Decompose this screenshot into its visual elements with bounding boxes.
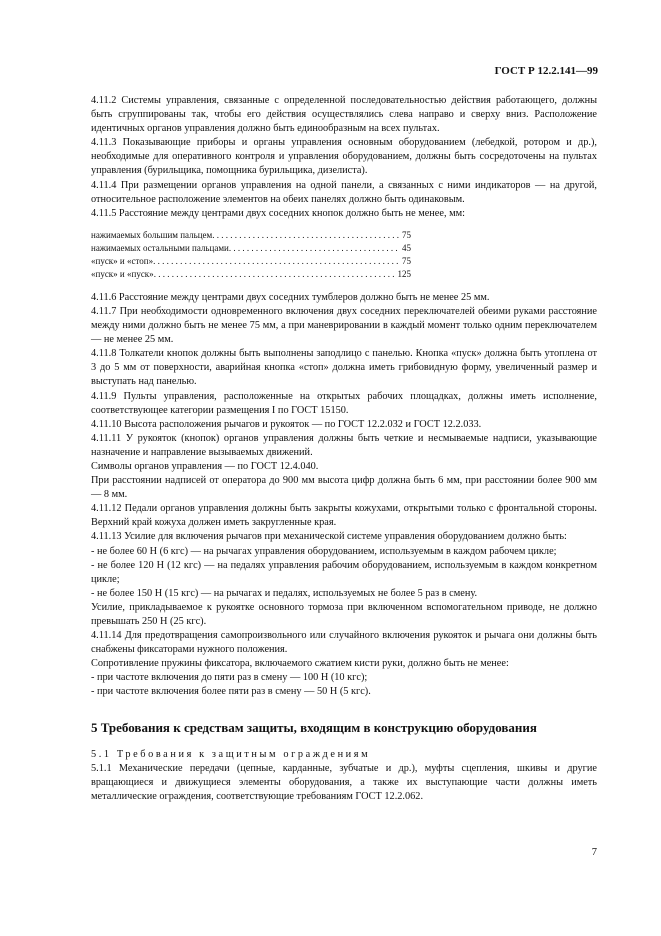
paragraph-4-11-4: 4.11.4 При размещении органов управления на одной панели, а связанных с ними индикаторов — на другой, относительное расположение элементов на обеих панелях должно быть одинаковым. — [91, 179, 597, 205]
list-item-force-120: - не более 120 Н (12 кгс) — на педалях управления рабочим оборудованием, используемым в каждом конкретном цикле; — [91, 559, 597, 585]
list-item-value: 45 — [402, 242, 411, 253]
list-item — [91, 255, 411, 268]
list-item — [91, 268, 411, 281]
document-body — [91, 94, 597, 804]
list-item-label: нажимаемых остальными пальцами — [91, 242, 229, 253]
list-item-label: «пуск» и «стоп» — [91, 255, 154, 266]
paragraph-4-11-12: 4.11.12 Педали органов управления должны быть закрыты кожухами, открытыми только с фронтальной стороны. Верхний край кожуха должен иметь закругленные края. — [91, 503, 597, 529]
paragraph-4-11-9: 4.11.9 Пульты управления, расположенные на открытых рабочих площадках, должны иметь исполнение, соответствующее категории размещения I по ГОСТ 15150. — [91, 390, 597, 416]
leader-dots — [212, 229, 400, 242]
paragraph-brake-force: Усилие, прикладываемое к рукоятке основного тормоза при включенном вспомогательном приводе, не должно превышать 250 Н (25 кгс). — [91, 601, 597, 627]
list-item-value: 125 — [397, 268, 411, 279]
list-item-force-150: - не более 150 Н (15 кгс) — на рычагах и педалях, используемых не более 5 раз в смену. — [91, 587, 478, 599]
paragraph-4-11-7: 4.11.7 При необходимости одновременного включения двух соседних переключателей обеими руками расстояние между ними должно быть не менее 75 мм, а при маневрировании в каждый момент только одним переключателем — не менее 25 мм. — [91, 305, 597, 346]
list-item — [91, 242, 411, 255]
document-header: ГОСТ Р 12.2.141—99 — [494, 65, 598, 77]
leader-dots — [229, 242, 400, 255]
paragraph-4-11-3: 4.11.3 Показывающие приборы и органы управления основным оборудованием (лебедкой, ротором и др.), необходимые для оперативного контроля и управления оборудованием, должны быть сосредоточены на пультах управления (бурильщика, помощника бурильщика, дизелиста). — [91, 137, 597, 177]
paragraph-4-11-14: 4.11.14 Для предотвращения самопроизвольного или случайного включения рукояток и рычага они должны быть снабжены фиксаторами нужного положения. — [91, 630, 597, 656]
list-item-value: 75 — [402, 229, 411, 240]
paragraph-4-11-10: 4.11.10 Высота расположения рычагов и рукояток — по ГОСТ 12.2.032 и ГОСТ 12.2.033. — [91, 418, 482, 430]
list-item-force-60: - не более 60 Н (6 кгс) — на рычагах управления оборудованием, используемым в каждом рабочем цикле; — [91, 545, 557, 557]
paragraph-4-11-11: 4.11.11 У рукояток (кнопок) органов управления должны быть четкие и несмываемые надписи, указывающие назначение и направление вызываемых движений. — [91, 432, 597, 458]
distance-list — [91, 229, 411, 281]
leader-dots — [153, 255, 400, 268]
paragraph-4-11-6: 4.11.6 Расстояние между центрами двух соседних тумблеров должно быть не менее 25 мм. — [91, 291, 490, 303]
list-item-freq-high: - при частоте включения более пяти раз в смену — 50 Н (5 кгс). — [91, 686, 371, 698]
list-item-label: нажимаемых большим пальцем — [91, 229, 213, 240]
paragraph-4-11-2: 4.11.2 Системы управления, связанные с определенной последовательностью действия работающего, должны быть сгруппированы так, чтобы его действия осуществлялись слева направо и сверху вниз. Расположение идентичных органов управления должно быть единообразным на всех пультах. — [91, 95, 597, 135]
paragraph-4-11-13: 4.11.13 Усилие для включения рычагов при механической системе управления оборудованием должно быть: — [91, 531, 567, 543]
section-heading: 5 Требования к средствам защиты, входящим в конструкцию оборудования — [91, 719, 537, 735]
paragraph-symbols: Символы органов управления — по ГОСТ 12.4.040. — [91, 460, 319, 472]
list-item-label: «пуск» и «пуск» — [91, 268, 154, 279]
paragraph-4-11-5: 4.11.5 Расстояние между центрами двух соседних кнопок должно быть не менее, мм: — [91, 207, 465, 219]
paragraph-4-11-8: 4.11.8 Толкатели кнопок должны быть выполнены заподлицо с панелью. Кнопка «пуск» должна быть утоплена от 3 до 5 мм от поверхности, аварийная кнопка «стоп» должна иметь грибовидную форму, увеличенный размер и выступать над панелью. — [91, 348, 597, 388]
page-number: 7 — [591, 847, 597, 858]
paragraph-spring-resistance: Сопротивление пружины фиксатора, включаемого сжатием кисти руки, должно быть не менее: — [91, 658, 509, 670]
list-item-value: 75 — [402, 255, 411, 266]
subsection-heading: 5.1 Требования к защитным ограждениям — [91, 748, 371, 760]
paragraph-5-1-1: 5.1.1 Механические передачи (цепные, карданные, зубчатые и др.), муфты сцепления, шкивы и другие вращающиеся и движущиеся элементы оборудования, а также их выступающие части должны иметь металлические ограждения, соответствующие требованиям ГОСТ 12.2.062. — [91, 762, 597, 802]
leader-dots — [154, 268, 396, 281]
paragraph-label-height: При расстоянии надписей от оператора до 900 мм высота цифр должна быть 6 мм, при расстоянии более 900 мм — 8 мм. — [91, 475, 597, 501]
list-item-freq-low: - при частоте включения до пяти раз в смену — 100 Н (10 кгс); — [91, 672, 368, 684]
list-item — [91, 229, 411, 242]
